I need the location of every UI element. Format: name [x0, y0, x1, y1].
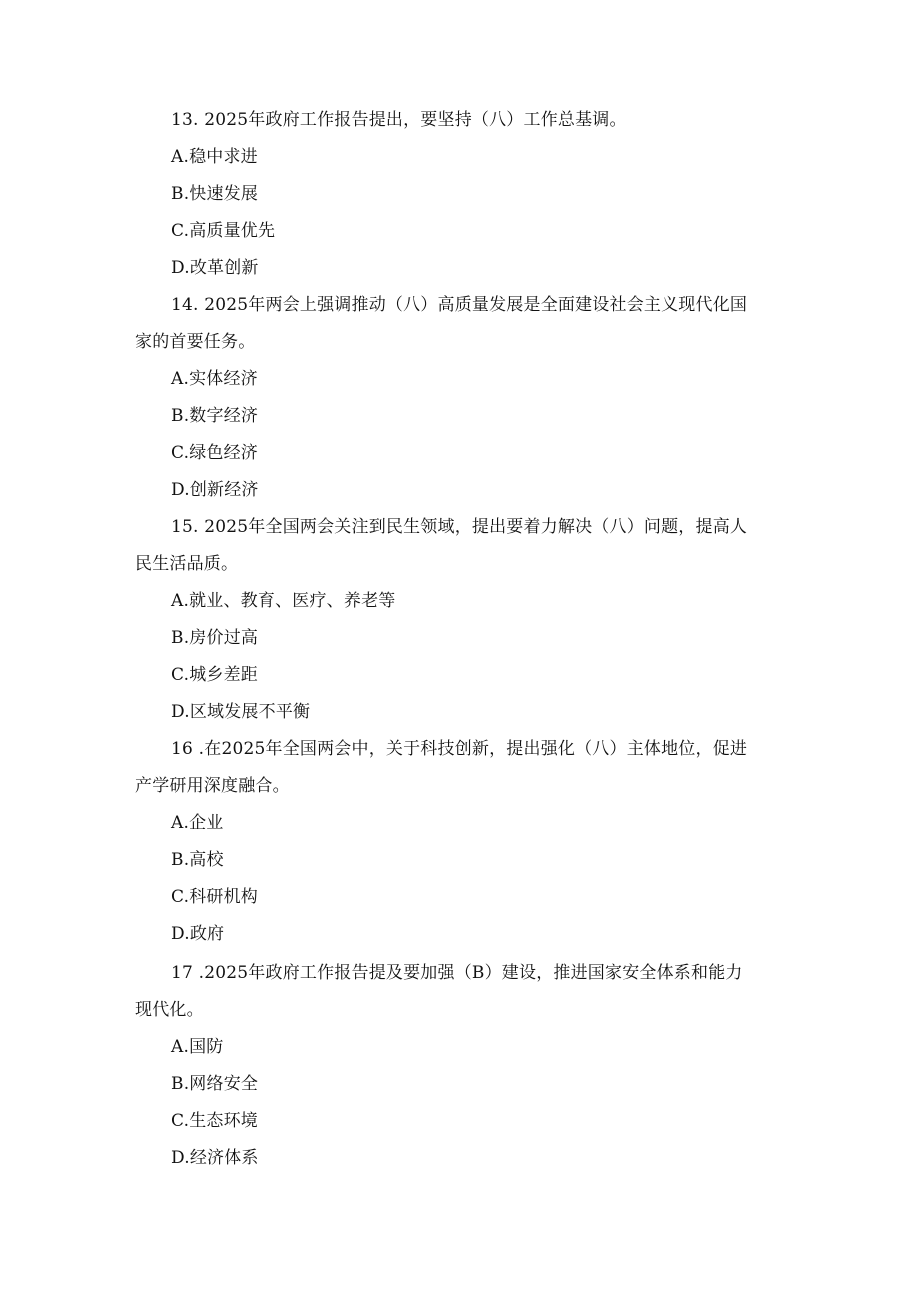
question-15-option-b: B.房价过高: [171, 628, 259, 648]
question-15-text: 15. 2025年全国两会关注到民生领域，提出要着力解决（八）问题，提高人: [171, 517, 748, 537]
question-16-option-c: C.科研机构: [171, 887, 259, 907]
question-15-option-d: D.区域发展不平衡: [171, 702, 311, 722]
question-16-text: 16 .在2025年全国两会中，关于科技创新，提出强化（八）主体地位，促进: [171, 739, 748, 759]
question-13-option-a: A.稳中求进: [171, 147, 258, 167]
question-15-option-c: C.城乡差距: [171, 665, 259, 685]
question-16-option-a: A.企业: [171, 813, 224, 833]
question-16-option-b: B.高校: [171, 850, 224, 870]
question-16-text-cont: 产学研用深度融合。: [135, 776, 290, 796]
question-14-option-a: A.实体经济: [171, 369, 258, 389]
question-13-option-d: D.改革创新: [171, 258, 259, 278]
question-17-option-c: C.生态环境: [171, 1111, 259, 1131]
question-14-text-cont: 家的首要任务。: [135, 332, 256, 352]
question-15-text-cont: 民生活品质。: [135, 554, 239, 574]
question-17-option-b: B.网络安全: [171, 1074, 259, 1094]
question-13-text: 13. 2025年政府工作报告提出，要坚持（八）工作总基调。: [171, 110, 627, 130]
question-17-option-d: D.经济体系: [171, 1148, 259, 1168]
question-15-option-a: A.就业、教育、医疗、养老等: [171, 591, 396, 611]
question-16-option-d: D.政府: [171, 924, 225, 944]
question-17-option-a: A.国防: [171, 1037, 224, 1057]
question-14-text: 14. 2025年两会上强调推动（八）高质量发展是全面建设社会主义现代化国: [171, 295, 748, 315]
question-17-text: 17 .2025年政府工作报告提及要加强（B）建设，推进国家安全体系和能力: [171, 963, 743, 983]
question-13-option-b: B.快速发展: [171, 184, 259, 204]
question-14-option-c: C.绿色经济: [171, 443, 259, 463]
question-14-option-d: D.创新经济: [171, 480, 259, 500]
question-17-text-cont: 现代化。: [135, 1000, 204, 1020]
question-13-option-c: C.高质量优先: [171, 221, 276, 241]
question-14-option-b: B.数字经济: [171, 406, 259, 426]
